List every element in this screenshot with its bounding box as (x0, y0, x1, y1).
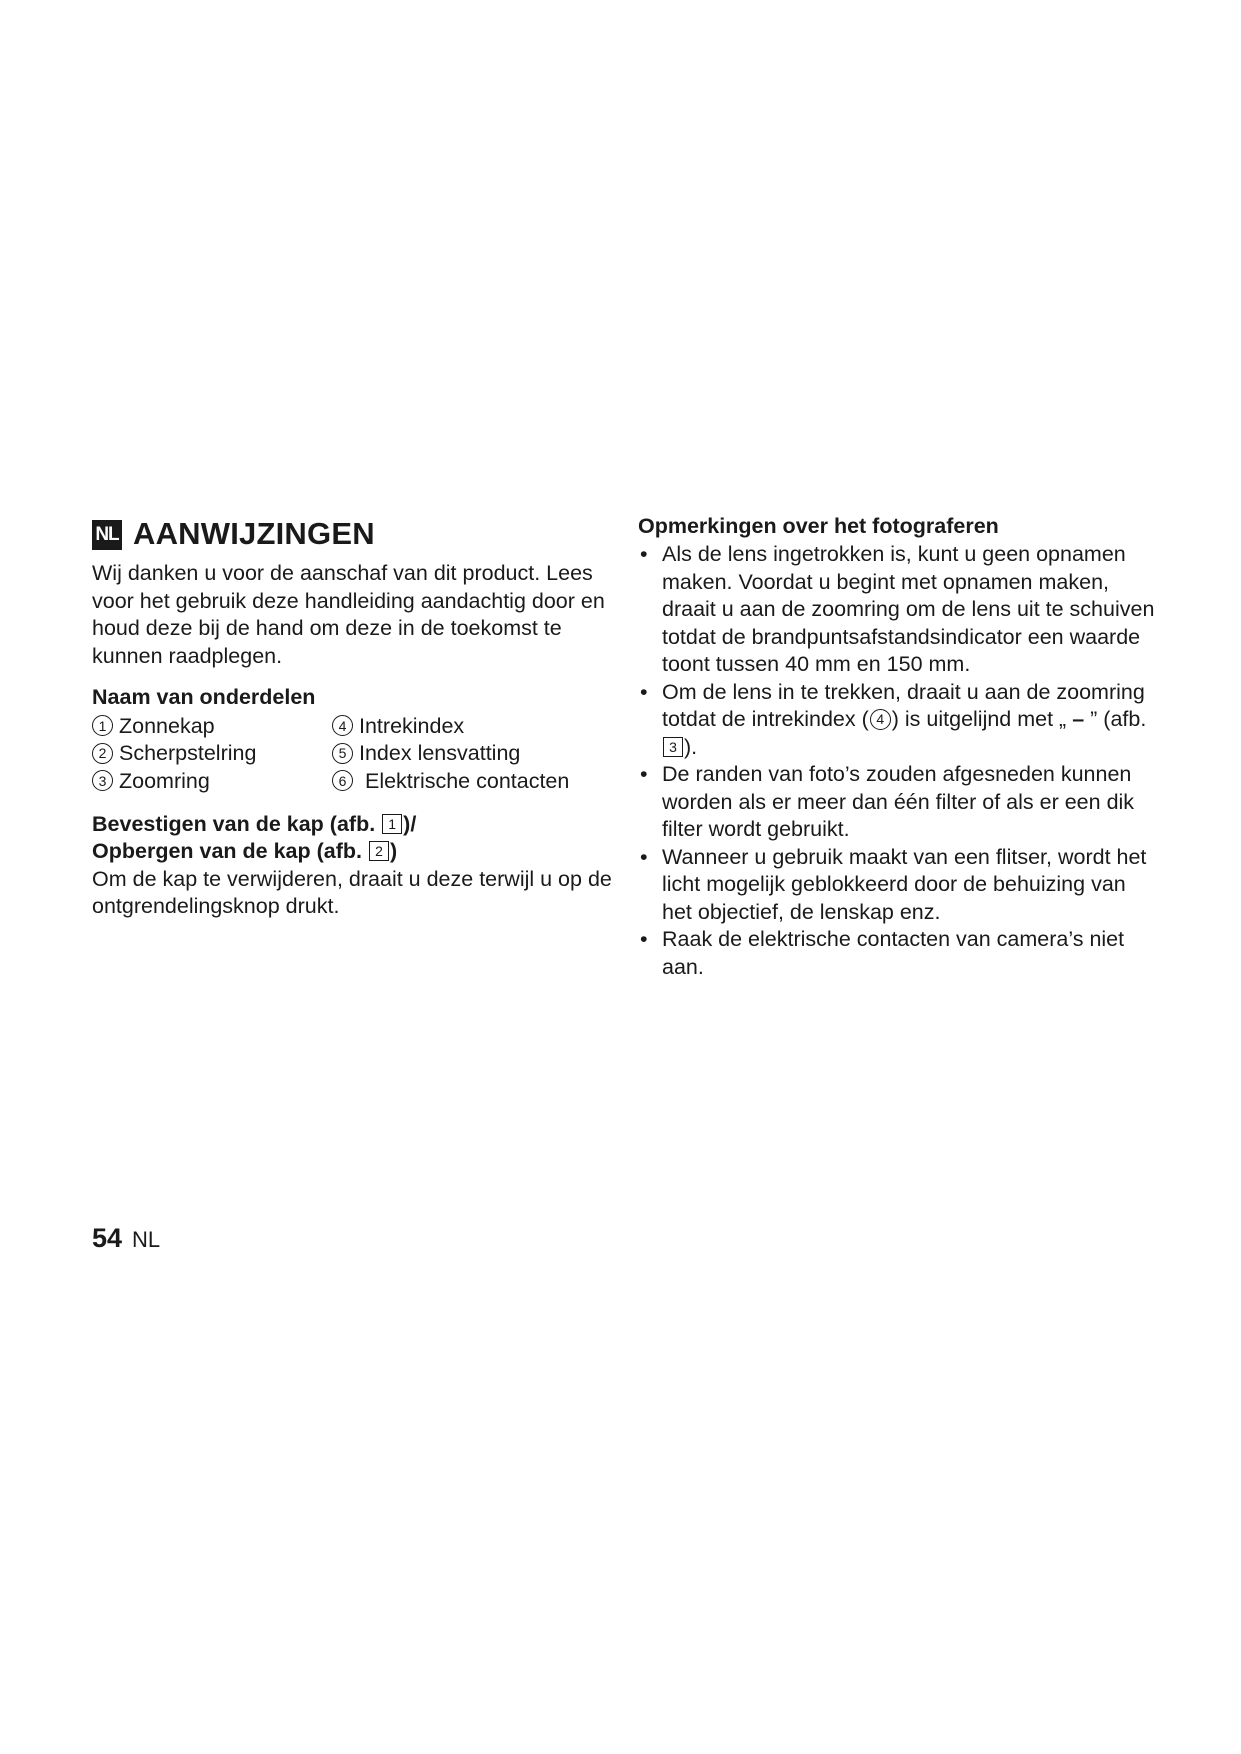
part-label: Intrekindex (359, 713, 465, 738)
parts-heading: Naam van onderdelen (92, 685, 316, 709)
part-label: Index lensvatting (359, 741, 521, 765)
note-text: ” (afb. (1090, 707, 1147, 731)
part-item (332, 713, 464, 741)
part-item (332, 768, 569, 796)
part-label: Elektrische contacten (364, 768, 570, 793)
bullet-icon: • (640, 542, 648, 566)
note-text: Als de lens ingetrokken is, kunt u geen opnamen maken. Voordat u begint met opnamen maken, draait u aan de zoomring om de lens uit te schuiven totdat de brandpuntsafstandsindicator een waarde toont tussen 40 mm en 150 mm. (662, 542, 1155, 676)
list-item (638, 844, 1158, 927)
circled-number: 1 (92, 715, 113, 736)
figure-ref-1: 1 (382, 814, 402, 834)
circled-number: 4 (332, 715, 353, 736)
hood-heading-end: )/ (403, 811, 417, 836)
hood-heading-store (92, 838, 612, 866)
bullet-icon: • (640, 762, 648, 786)
list-item (638, 541, 1158, 679)
bullet-icon: • (640, 844, 648, 869)
part-item (332, 740, 520, 768)
minus-mark: – (1072, 707, 1085, 731)
list-item (638, 679, 1158, 762)
hood-heading-text: Opbergen van de kap (afb. (92, 839, 362, 863)
list-item (638, 926, 1158, 981)
note-text: De randen van foto’s zouden afgesneden kunnen worden als er meer dan één filter of als er een dik filter wordt gebruikt. (662, 762, 1135, 841)
section-title: AANWIJZINGEN (133, 516, 375, 551)
bullet-icon: • (640, 679, 648, 704)
list-item (638, 761, 1158, 844)
hood-heading-text: Bevestigen van de kap (afb. (92, 811, 376, 836)
circled-number: 4 (870, 709, 891, 730)
part-item (92, 768, 210, 796)
hood-heading-end: ) (389, 839, 398, 863)
language-badge: NL (92, 520, 122, 550)
part-item (92, 740, 256, 768)
intro-paragraph: Wij danken u voor de aanschaf van dit product. Lees voor het gebruik deze handleiding aandachtig door en houd deze bij de hand om deze in de toekomst te kunnen raadplegen. (92, 561, 605, 668)
note-text: ) is uitgelijnd met „ (891, 707, 1067, 731)
note-text: ). (684, 734, 698, 759)
circled-number: 5 (332, 743, 353, 764)
note-text: Wanneer u gebruik maakt van een flitser, wordt het licht mogelijk geblokkeerd door de behuizing van het objectief, de lenskap enz. (662, 844, 1147, 924)
note-text: Om de lens in te trekken, draait u aan de zoomring totdat de intrekindex ( (662, 679, 1145, 731)
page-footer (92, 1223, 160, 1254)
note-text: Raak de elektrische contacten van camera’s niet aan. (662, 927, 1125, 979)
footer-language: NL (132, 1227, 161, 1252)
parts-list (92, 713, 612, 797)
notes-list (638, 541, 1158, 981)
part-item (92, 713, 215, 741)
figure-ref-2: 2 (369, 841, 389, 861)
section-header (92, 512, 612, 556)
figure-ref-3: 3 (663, 737, 683, 757)
hood-paragraph: Om de kap te verwijderen, draait u deze terwijl u op de ontgrendelingsknop drukt. (92, 866, 612, 918)
bullet-icon: • (640, 927, 648, 951)
right-column (638, 512, 1158, 981)
part-label: Zoomring (119, 768, 210, 793)
notes-heading: Opmerkingen over het fotograferen (638, 514, 999, 538)
circled-number: 6 (332, 770, 353, 791)
circled-number: 3 (92, 770, 113, 791)
left-column (92, 512, 612, 921)
circled-number: 2 (92, 743, 113, 764)
part-label: Zonnekap (119, 713, 215, 738)
part-label: Scherpstelring (119, 741, 257, 765)
hood-heading-attach (92, 811, 612, 839)
hood-section (92, 811, 612, 921)
page-number: 54 (92, 1223, 123, 1253)
